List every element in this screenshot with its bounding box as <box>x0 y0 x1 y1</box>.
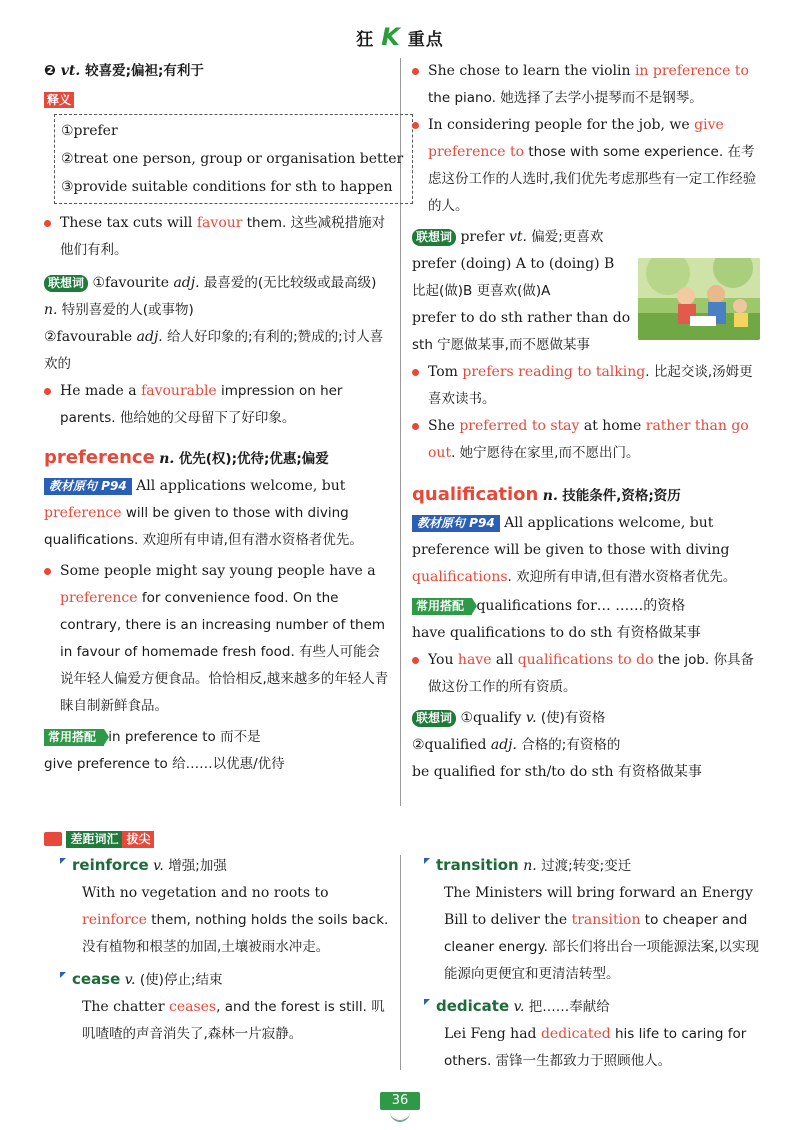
example-prefers-reading: Tom prefers reading to talking. 比起交谈,汤姆更喜欢读书。 <box>412 359 760 413</box>
header-right: 重点 <box>407 30 444 50</box>
collocation-qual-1: 常用搭配 qualifications for… ……的资格 <box>412 593 760 620</box>
bullet-dot <box>44 388 51 395</box>
lianxiang-qualify: 联想词 ①qualify v. (使)有资格 <box>412 705 760 732</box>
prefer-patterns <box>412 251 632 359</box>
lianxiang-favourite: 联想词 ①favourite adj. 最喜爱的(无比较级或最高级) n. 特别喜爱的人(或事物) <box>44 275 377 318</box>
corner-mark-icon <box>60 858 66 864</box>
bullet-dot <box>412 657 419 664</box>
preference-entry-heading: preference n. 优先(权);优待;优惠;偏爱 <box>44 447 329 468</box>
vocab-entry-reinforce: reinforce v. 增强;加强 With no vegetation and no roots to reinforce them, nothing holds the soils back. 没有植物和根茎的加固,土壤被雨水冲走。 <box>60 852 390 961</box>
collocation-tag: 常用搭配 <box>44 729 104 746</box>
vocab-word: reinforce <box>72 856 149 874</box>
collocation-2: give preference to 给……以优惠/优待 <box>44 756 285 772</box>
bullet-dot <box>44 220 51 227</box>
header-k-logo: K <box>381 23 401 51</box>
example-in-preference-to: She chose to learn the violin in preference to the piano. 她选择了去学小提琴而不是钢琴。 <box>412 58 760 112</box>
source-tag: 教材原句 P94 <box>412 515 500 532</box>
vocab-word: transition <box>436 856 519 874</box>
collocation-qual-2: have qualifications to do sth 有资格做某事 <box>412 625 701 641</box>
right-column <box>412 58 760 786</box>
sense-number: ❷ <box>44 63 56 79</box>
bullet-dot <box>412 369 419 376</box>
vocab-entry-dedicate: dedicate v. 把……奉献给 Lei Feng had dedicated his life to caring for others. 雷锋一生都致力于照顾他人。 <box>424 993 760 1075</box>
source-sentence-qualification: 教材原句 P94 All applications welcome, but preference will be given to those with diving qualifications. 欢迎所有申请,但有潜水资格者优先。 <box>412 515 737 585</box>
collocation-1: 常用搭配 in preference to 而不是 <box>44 724 389 751</box>
left-column <box>44 58 404 778</box>
corner-mark-icon <box>424 999 430 1005</box>
vocab-entry-cease: cease v. (使)停止;结束 The chatter ceases, and the forest is still. 叽叽喳喳的声音消失了,森林一片寂静。 <box>60 966 390 1048</box>
vocab-word: dedicate <box>436 997 510 1015</box>
collocation-tag: 常用搭配 <box>412 598 472 615</box>
example-favour: These tax cuts will favour them. 这些减税措施对他们有利。 <box>44 210 389 264</box>
bullet-dot <box>44 568 51 575</box>
page-header <box>0 24 800 54</box>
shiyi-tag: 释义 <box>44 92 74 108</box>
corner-mark-icon <box>60 972 66 978</box>
qualification-entry-heading: qualification n. 技能条件,资格;资历 <box>412 484 681 505</box>
pattern-3: prefer to do sth rather than do <box>412 310 631 326</box>
pattern-4: sth 宁愿做某事,而不愿做某事 <box>412 337 590 353</box>
headword-qualification: qualification <box>412 484 539 505</box>
page-number: 36 <box>380 1092 420 1110</box>
lianxiang-tag: 联想词 <box>412 229 456 246</box>
shiyi-section <box>44 87 389 114</box>
lianxiang-tag: 联想词 <box>44 275 88 292</box>
example-have-qualifications: You have all qualifications to do the job. 你具备做这份工作的所有资质。 <box>412 647 760 701</box>
book-icon <box>44 832 62 846</box>
lianxiang-prefer: 联想词 prefer vt. 偏爱;更喜欢 <box>412 224 760 251</box>
example-give-preference-to: In considering people for the job, we give preference to those with some experience. 在考虑这份工作的人选时,我们优先考虑那些有一定工作经验的人。 <box>412 112 760 220</box>
header-left: 狂 <box>356 30 375 50</box>
lianxiang-be-qualified: be qualified for sth/to do sth 有资格做某事 <box>412 764 702 780</box>
leaf-ornament-icon <box>390 1112 410 1122</box>
corner-mark-icon <box>424 858 430 864</box>
bullet-dot <box>412 423 419 430</box>
pattern-1: prefer (doing) A to (doing) B <box>412 256 615 272</box>
bullet-dot <box>412 68 419 75</box>
definition-3: ③provide suitable conditions for sth to happen <box>61 179 393 195</box>
sense-2-heading <box>44 58 389 85</box>
vocab-word: cease <box>72 970 121 988</box>
lianxiang-tag: 联想词 <box>412 710 456 727</box>
definition-box <box>54 114 413 204</box>
example-favourable: He made a favourable impression on her parents. 他给她的父母留下了好印象。 <box>44 378 389 432</box>
section-badge: 拔尖 <box>122 831 154 848</box>
vocab-entry-transition: transition n. 过渡;转变;变迁 The Ministers will bring forward an Energy Bill to deliver the transition to cheaper and cleaner energy. 部长们将出台一项能源法案,以实现能源向更便宜和更清洁转型。 <box>424 852 760 988</box>
definition-2: ②treat one person, group or organisation better <box>61 151 404 167</box>
source-sentence-preference: 教材原句 P94 All applications welcome, but preference will be given to those with diving qualifications. 欢迎所有申请,但有潜水资格者优先。 <box>44 478 363 548</box>
sense-meaning: 较喜爱;偏袒;有利于 <box>85 63 204 79</box>
children-reading-photo <box>638 258 760 340</box>
definition-1: ①prefer <box>61 123 118 139</box>
bullet-dot <box>412 122 419 129</box>
pattern-2: 比起(做)B 更喜欢(做)A <box>412 283 551 299</box>
lianxiang-qualified: ②qualified adj. 合格的;有资格的 <box>412 737 621 753</box>
example-preference: Some people might say young people have a preference for convenience food. On the contrary, there is an increasing number of them in favour of homemade fresh food. 有些人可能会说年轻人偏爱方便食品。恰恰相反,越来越多的年轻人青睐自制新鲜食品。 <box>44 558 389 720</box>
pos-label: vt. <box>60 63 81 79</box>
column-divider-bottom <box>400 855 401 1070</box>
headword-preference: preference <box>44 447 155 468</box>
example-preferred-to-stay: She preferred to stay at home rather than go out. 她宁愿待在家里,而不愿出门。 <box>412 413 760 467</box>
section-title: 差距词汇 <box>66 831 122 848</box>
source-tag: 教材原句 P94 <box>44 478 132 495</box>
gap-vocab-section-header <box>44 826 154 844</box>
lianxiang-favourable: ②favourable adj. 给人好印象的;有利的;赞成的;讨人喜欢的 <box>44 329 384 372</box>
